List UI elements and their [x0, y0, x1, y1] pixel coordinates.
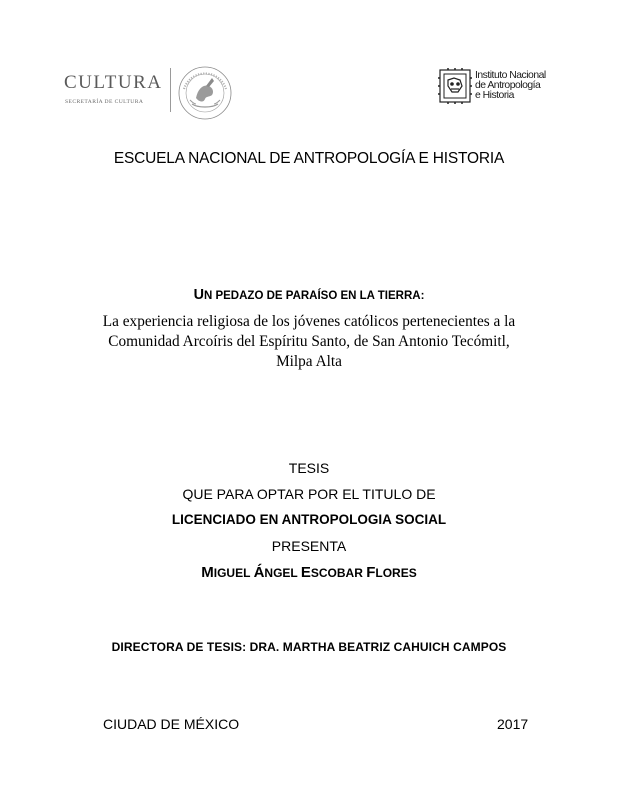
mexico-seal-icon [176, 64, 234, 122]
author-initial-f: F [366, 564, 376, 581]
author-initial-e: E [300, 564, 311, 581]
cultura-divider [170, 68, 171, 112]
year-label: 2017 [497, 716, 529, 732]
inah-line-1: Instituto Nacional [475, 70, 546, 81]
thesis-director: DIRECTORA DE TESIS: DRA. MARTHA BEATRIZ CAHUICH CAMPOS [111, 640, 507, 654]
title-rest: N PEDAZO DE PARAÍSO EN LA TIERRA: [203, 290, 425, 302]
subtitle-line-2: Comunidad Arcoíris del Espíritu Santo, de San Antonio Tecómitl, [108, 333, 510, 350]
author-part-1: IGUEL [213, 566, 254, 580]
cultura-logo [64, 66, 244, 116]
school-name: ESCUELA NACIONAL DE ANTROPOLOGÍA E HISTORIA [113, 150, 505, 167]
inah-line-3: e Historia [475, 90, 514, 101]
inah-name [475, 71, 546, 101]
inah-emblem-icon [438, 68, 472, 104]
tesis-label: TESIS [288, 460, 330, 476]
author-initial-m: M [201, 564, 214, 581]
cultura-subtitle: SECRETARÍA DE CULTURA [65, 99, 144, 105]
inah-logo [438, 68, 568, 112]
author-name [0, 564, 618, 581]
title-initial: U [193, 287, 204, 303]
author-initial-a: Á [253, 564, 265, 581]
inah-line-2: de Antropología [475, 80, 541, 91]
degree-name: LICENCIADO EN ANTROPOLOGIA SOCIAL [171, 512, 447, 527]
cultura-wordmark: CULTURA [64, 72, 163, 93]
presenta-label: PRESENTA [271, 538, 347, 554]
city-label: CIUDAD DE MÉXICO [103, 716, 240, 732]
thesis-subtitle [0, 312, 618, 372]
thesis-title [0, 287, 618, 303]
subtitle-line-3: Milpa Alta [276, 353, 342, 370]
subtitle-line-1: La experiencia religiosa de los jóvenes católicos pertenecientes a la [102, 313, 516, 330]
author-part-2: NGEL [264, 566, 301, 580]
author-part-4: LORES [375, 566, 417, 580]
author-part-3: SCOBAR [310, 566, 367, 580]
degree-intro: QUE PARA OPTAR POR EL TITULO DE [182, 486, 436, 502]
